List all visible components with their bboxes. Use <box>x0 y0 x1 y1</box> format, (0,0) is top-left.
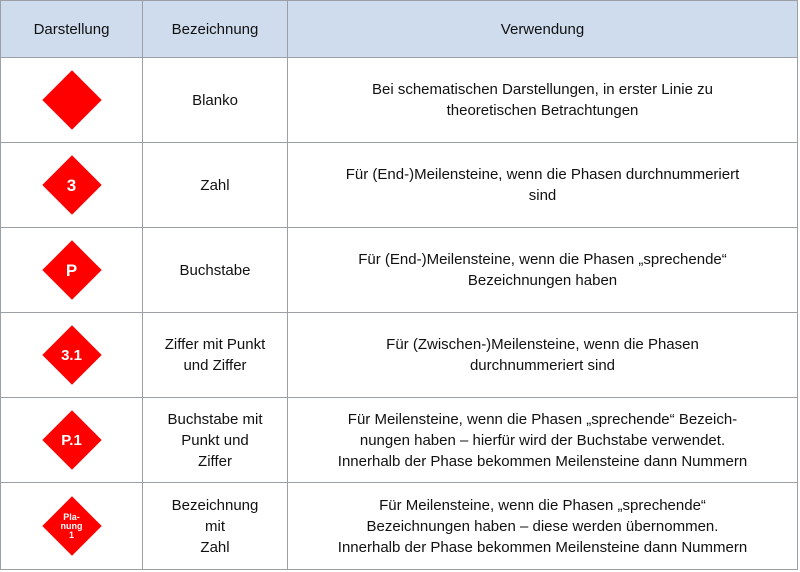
bezeichnung-cell: Blanko <box>143 58 288 143</box>
verwendung-cell: Bei schematischen Darstellungen, in erster Linie zu theoretischen Betrachtungen <box>288 58 798 143</box>
header-row <box>1 1 798 58</box>
symbol-text: P <box>65 260 78 280</box>
table-row <box>1 143 798 228</box>
symbol-text: 3.1 <box>61 346 82 364</box>
darstellung-cell <box>1 143 143 228</box>
darstellung-cell <box>1 483 143 570</box>
symbol-text: Pla- nung 1 <box>60 511 83 540</box>
verwendung-cell: Für Meilensteine, wenn die Phasen „sprechende“ Bezeich- nungen haben – hierfür wird der Buchstabe verwendet. Innerhalb der Phase bekommen Meilensteine dann Nummern <box>288 398 798 483</box>
symbol-text: 3 <box>66 175 77 195</box>
number-red-diamond-icon <box>43 156 101 214</box>
table-row <box>1 228 798 313</box>
header-darstellung: Darstellung <box>1 1 143 58</box>
digit-dot-digit-red-diamond-icon <box>43 326 101 384</box>
verwendung-cell: Für (End-)Meilensteine, wenn die Phasen durchnummeriert sind <box>288 143 798 228</box>
verwendung-cell: Für Meilensteine, wenn die Phasen „sprechende“ Bezeichnungen haben – diese werden übernommen. Innerhalb der Phase bekommen Meilensteine dann Nummern <box>288 483 798 570</box>
darstellung-cell <box>1 313 143 398</box>
table-row <box>1 483 798 570</box>
bezeichnung-cell: Buchstabe mit Punkt und Ziffer <box>143 398 288 483</box>
header-bezeichnung: Bezeichnung <box>143 1 288 58</box>
table-row <box>1 58 798 143</box>
darstellung-cell <box>1 228 143 313</box>
header-verwendung: Verwendung <box>288 1 798 58</box>
symbol-text: P.1 <box>61 431 82 449</box>
darstellung-cell <box>1 58 143 143</box>
bezeichnung-cell: Ziffer mit Punkt und Ziffer <box>143 313 288 398</box>
table-row <box>1 313 798 398</box>
symbol-text <box>43 71 101 129</box>
bezeichnung-cell: Bezeichnung mit Zahl <box>143 483 288 570</box>
letter-red-diamond-icon <box>43 241 101 299</box>
verwendung-cell: Für (Zwischen-)Meilensteine, wenn die Phasen durchnummeriert sind <box>288 313 798 398</box>
bezeichnung-cell: Buchstabe <box>143 228 288 313</box>
verwendung-cell: Für (End-)Meilensteine, wenn die Phasen „sprechende“ Bezeichnungen haben <box>288 228 798 313</box>
blank-red-diamond-icon <box>43 71 101 129</box>
name-number-red-diamond-icon <box>43 497 101 555</box>
table-row <box>1 398 798 483</box>
letter-dot-digit-red-diamond-icon <box>43 411 101 469</box>
darstellung-cell <box>1 398 143 483</box>
bezeichnung-cell: Zahl <box>143 143 288 228</box>
